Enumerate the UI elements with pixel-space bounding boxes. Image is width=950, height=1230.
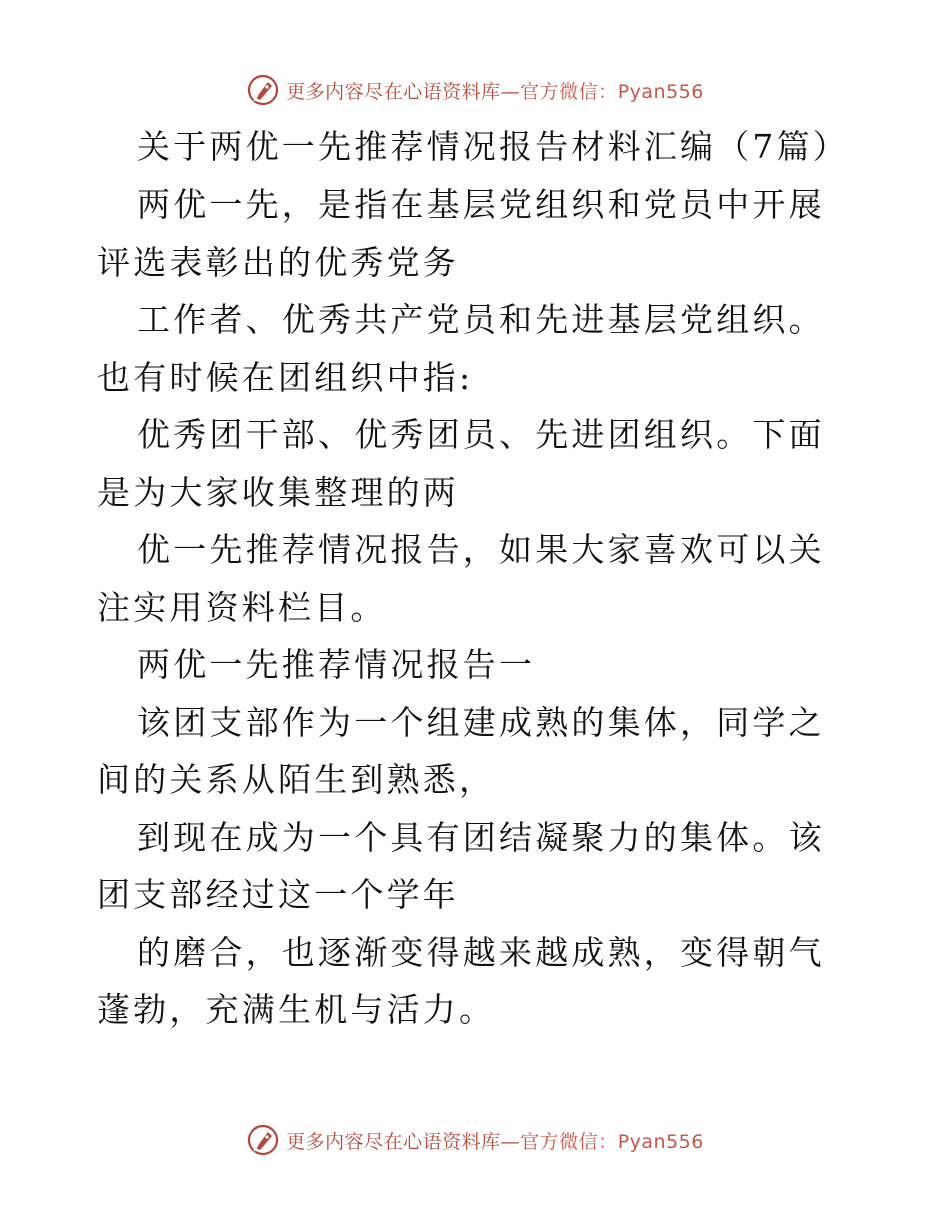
banner-site-text: 更多内容尽在心语资料库— [286, 1130, 521, 1153]
paragraph: 两优一先，是指在基层党组织和党员中开展评选表彰出的优秀党务 [97, 185, 825, 282]
footer-watermark-banner [0, 1120, 950, 1160]
paragraph: 到现在成为一个具有团结凝聚力的集体。该团支部经过这一个学年 [97, 817, 825, 914]
document-title: 关于两优一先推荐情况报告材料汇编（7篇） [137, 127, 849, 166]
pen-nib-logo-icon [246, 1123, 280, 1157]
banner-wechat-id: Pyan556 [617, 80, 704, 103]
banner-wechat-label: 官方微信： [520, 80, 618, 103]
document-body [97, 118, 857, 1039]
paragraph: 工作者、优秀共产党员和先进基层党组织。也有时候在团组织中指: [97, 300, 825, 397]
header-watermark-banner [0, 70, 950, 110]
banner-site-text: 更多内容尽在心语资料库— [286, 80, 521, 103]
pen-nib-logo-icon [246, 73, 280, 107]
paragraph: 优秀团干部、优秀团员、先进团组织。下面是为大家收集整理的两 [97, 415, 825, 512]
paragraph: 两优一先推荐情况报告一 [137, 645, 536, 684]
paragraph: 该团支部作为一个组建成熟的集体，同学之间的关系从陌生到熟悉， [97, 702, 825, 799]
paragraph: 优一先推荐情况报告，如果大家喜欢可以关注实用资料栏目。 [97, 530, 825, 627]
paragraph: 的磨合，也逐渐变得越来越成熟，变得朝气蓬勃，充满生机与活力。 [97, 932, 825, 1029]
banner-wechat-id: Pyan556 [617, 1130, 704, 1153]
banner-wechat-label: 官方微信： [520, 1130, 618, 1153]
